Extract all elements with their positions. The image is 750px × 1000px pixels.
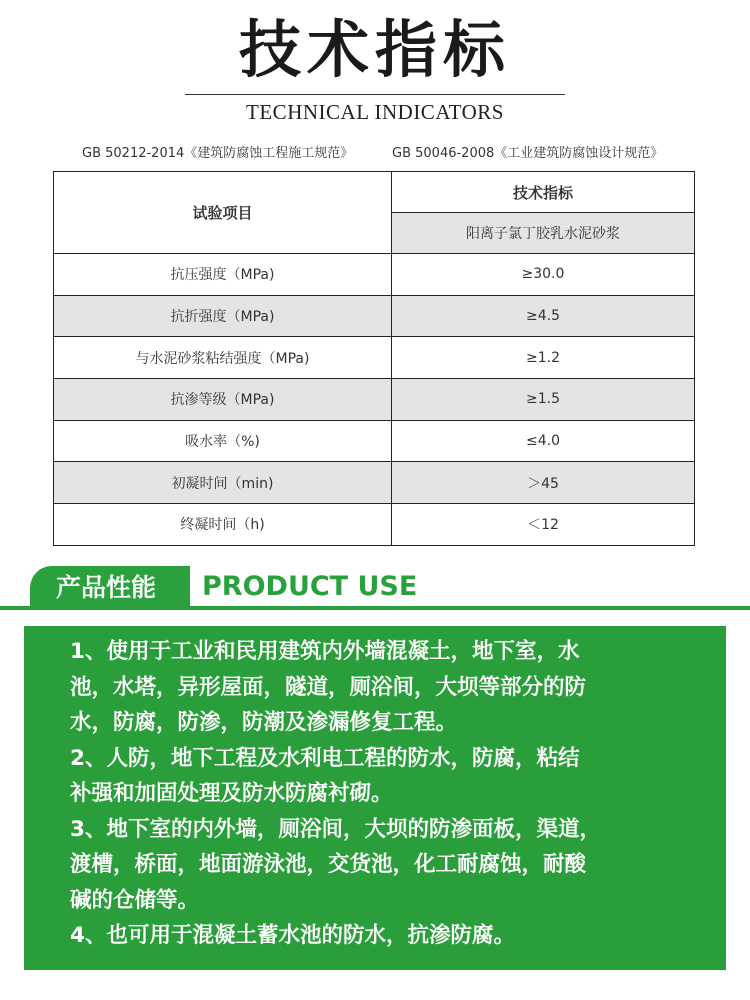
standard-right: GB 50046-2008《工业建筑防腐蚀设计规范》 [392,146,664,161]
usage-line: 碱的仓储等。 [70,887,200,913]
table-row [54,420,695,462]
row-item: 吸水率（%) [54,420,392,462]
usage-line: 渡槽，桥面，地面游泳池，交货池，化工耐腐蚀，耐酸 [70,852,587,877]
standard-left: GB 50212-2014《建筑防腐蚀工程施工规范》 [82,146,354,161]
spec-table [53,171,695,546]
table-row [54,295,695,337]
section-title-en: PRODUCT USE [202,571,418,602]
table-row [54,504,695,546]
row-item: 与水泥砂浆粘结强度（MPa) [54,337,392,379]
table-row [54,254,695,296]
row-value: ＞45 [392,462,695,504]
row-value: ＜12 [392,504,695,546]
row-item: 终凝时间（h) [54,504,392,546]
page-title: 技术指标 [238,13,511,86]
header-test-item: 试验项目 [54,172,392,254]
row-value: ≥4.5 [392,295,695,337]
row-value: ≤4.0 [392,420,695,462]
usage-panel [24,626,726,970]
usage-line: 池，水塔，异形屋面，隧道，厕浴间，大坝等部分的防 [70,674,587,700]
header-technical-index: 技术指标 [392,172,695,213]
header-material-name: 阳离子氯丁胶乳水泥砂浆 [392,213,695,254]
row-item: 抗渗等级（MPa) [54,379,392,421]
header [0,0,750,130]
table-row [54,337,695,379]
usage-line: 4、也可用于混凝土蓄水池的防水，抗渗防腐。 [70,923,515,948]
standards-references [0,144,750,164]
row-item: 抗折强度（MPa) [54,295,392,337]
row-value: ≥30.0 [392,254,695,296]
row-item: 初凝时间（min) [54,462,392,504]
table-row [54,462,695,504]
usage-line: 水，防腐，防渗，防潮及渗漏修复工程。 [70,710,458,735]
usage-line: 补强和加固处理及防水防腐衬砌。 [70,781,393,806]
title-divider [185,94,565,95]
usage-line: 1、使用于工业和民用建筑内外墙混凝土，地下室，水 [70,639,580,664]
row-value: ≥1.5 [392,379,695,421]
usage-line: 2、人防，地下工程及水利电工程的防水，防腐，粘结 [70,745,580,771]
product-use-section-header [0,560,750,620]
row-item: 抗压强度（MPa) [54,254,392,296]
section-tab-cn: 产品性能 [30,566,190,610]
usage-line: 3、地下室的内外墙，厕浴间，大坝的防渗面板，渠道， [70,816,601,842]
row-value: ≥1.2 [392,337,695,379]
table-row [54,379,695,421]
page-subtitle: TECHNICAL INDICATORS [246,100,504,124]
